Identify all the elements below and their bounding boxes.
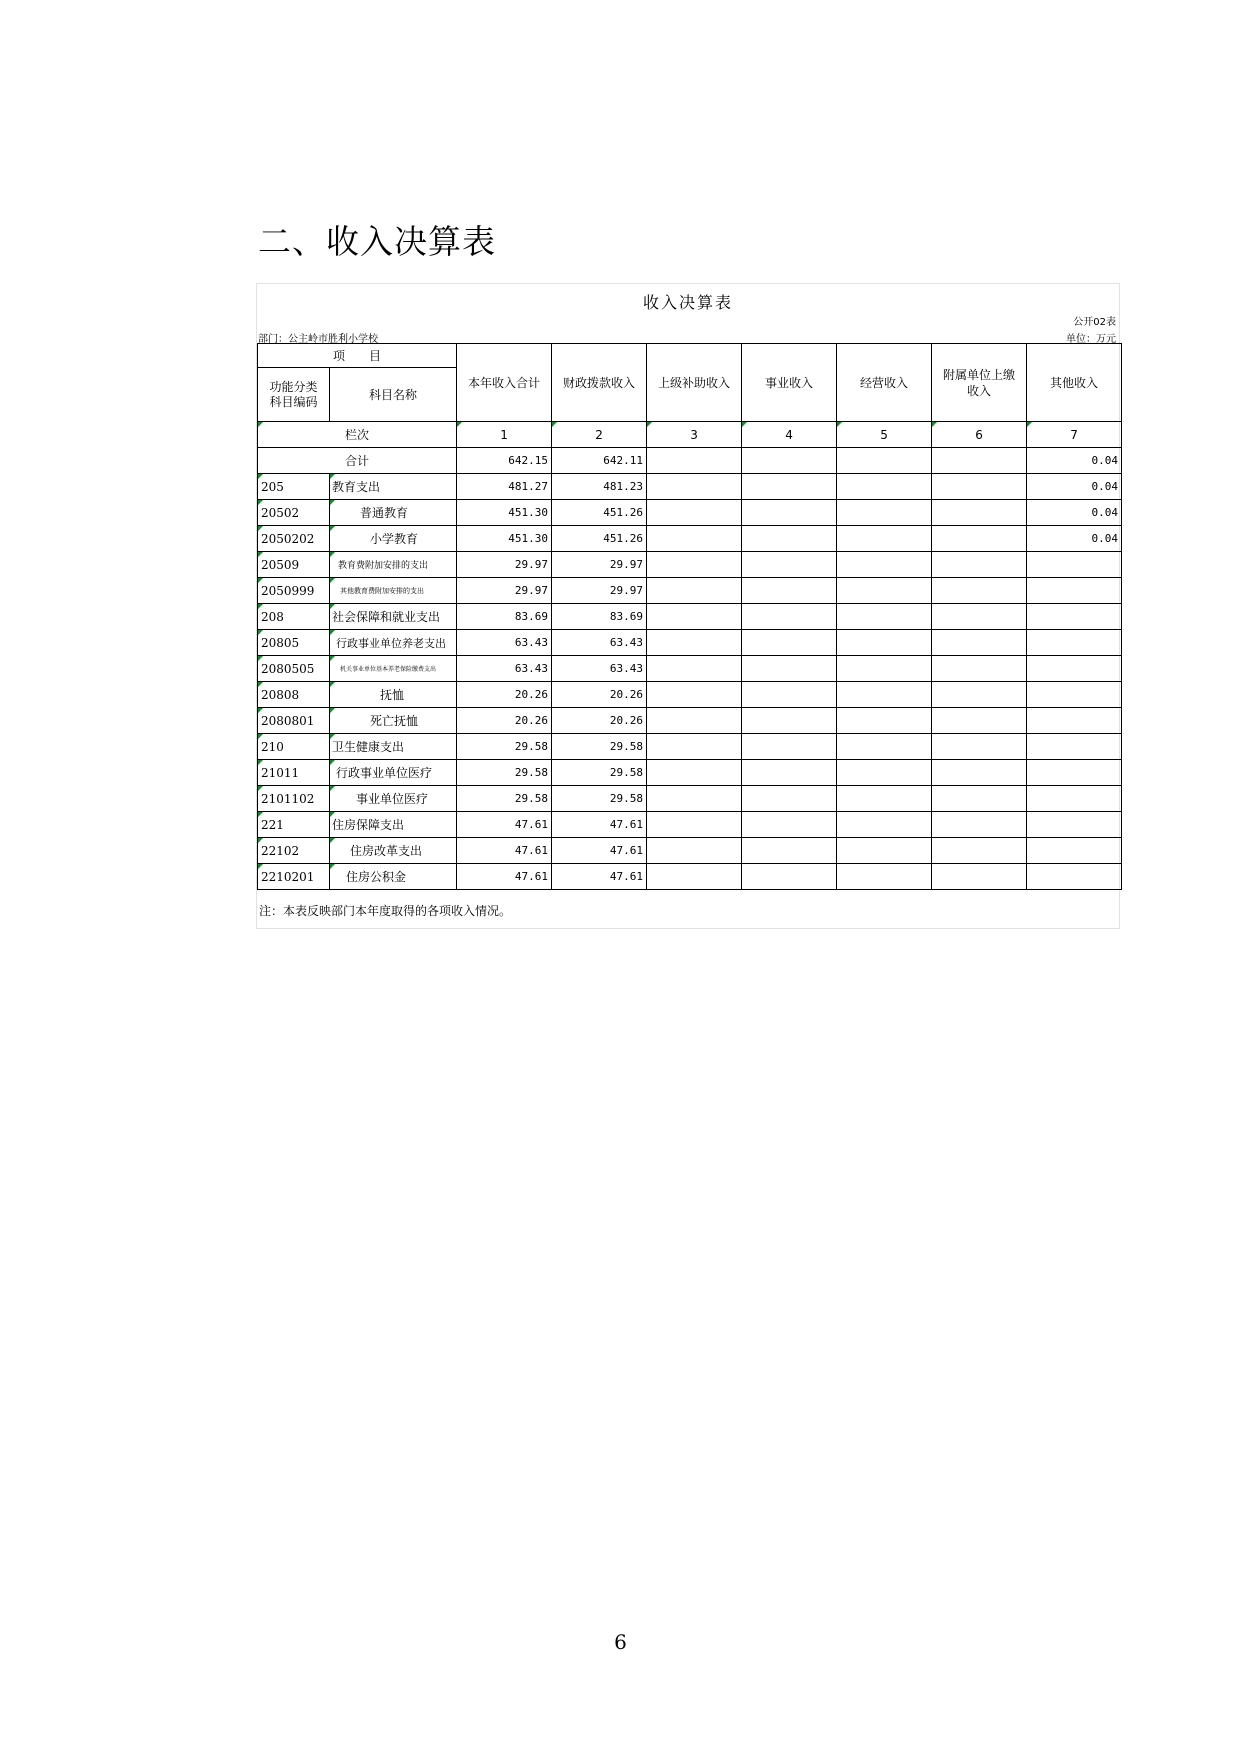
cell-value — [1027, 838, 1122, 864]
cell-value — [647, 474, 742, 500]
cell-value: 481.23 — [552, 474, 647, 500]
subject-code: 2210201 — [258, 864, 330, 890]
table-row — [258, 474, 1122, 500]
header-col-4: 事业收入 — [742, 344, 837, 422]
cell-value — [932, 734, 1027, 760]
table-row — [258, 734, 1122, 760]
index-number: 3 — [647, 422, 742, 448]
index-number: 4 — [742, 422, 837, 448]
cell-value: 20.26 — [457, 708, 552, 734]
total-value — [837, 448, 932, 474]
cell-value — [742, 708, 837, 734]
table-row — [258, 578, 1122, 604]
cell-value — [742, 474, 837, 500]
cell-value — [837, 578, 932, 604]
subject-name: 卫生健康支出 — [330, 734, 457, 760]
header-col-6: 附属单位上缴收入 — [932, 344, 1027, 422]
cell-value — [1027, 760, 1122, 786]
cell-value — [742, 578, 837, 604]
index-number: 7 — [1027, 422, 1122, 448]
table-note: 注：本表反映部门本年度取得的各项收入情况。 — [259, 904, 512, 918]
cell-value: 0.04 — [1027, 526, 1122, 552]
subject-code: 20502 — [258, 500, 330, 526]
cell-value: 0.04 — [1027, 474, 1122, 500]
cell-value — [837, 864, 932, 890]
cell-value — [932, 630, 1027, 656]
cell-value: 20.26 — [552, 682, 647, 708]
cell-value — [837, 630, 932, 656]
cell-value — [837, 838, 932, 864]
cell-value — [932, 604, 1027, 630]
cell-value — [742, 604, 837, 630]
header-col-3: 上级补助收入 — [647, 344, 742, 422]
subject-code: 20808 — [258, 682, 330, 708]
cell-value: 29.58 — [457, 760, 552, 786]
cell-value — [837, 734, 932, 760]
table-row — [258, 812, 1122, 838]
subject-name: 社会保障和就业支出 — [330, 604, 457, 630]
total-value: 642.11 — [552, 448, 647, 474]
cell-value — [1027, 604, 1122, 630]
cell-value: 63.43 — [457, 630, 552, 656]
subject-name: 事业单位医疗 — [330, 786, 457, 812]
subject-name: 小学教育 — [330, 526, 457, 552]
subject-name: 死亡抚恤 — [330, 708, 457, 734]
subject-name: 行政事业单位医疗 — [330, 760, 457, 786]
cell-value — [932, 526, 1027, 552]
cell-value — [742, 734, 837, 760]
cell-value — [1027, 708, 1122, 734]
section-heading: 二、收入决算表 — [258, 222, 496, 261]
cell-value — [647, 604, 742, 630]
page-number: 6 — [614, 1630, 627, 1654]
cell-value — [742, 838, 837, 864]
subject-code: 20805 — [258, 630, 330, 656]
cell-value: 29.58 — [552, 734, 647, 760]
table-row — [258, 864, 1122, 890]
cell-value: 29.97 — [552, 578, 647, 604]
cell-value — [1027, 656, 1122, 682]
cell-value — [837, 526, 932, 552]
table-row — [258, 604, 1122, 630]
cell-value — [932, 500, 1027, 526]
cell-value — [837, 812, 932, 838]
total-label: 合计 — [258, 448, 457, 474]
table-row — [258, 500, 1122, 526]
table-row — [258, 656, 1122, 682]
subject-name: 其他教育费附加安排的支出 — [330, 578, 457, 604]
total-value — [932, 448, 1027, 474]
subject-name: 住房改革支出 — [330, 838, 457, 864]
cell-value: 63.43 — [552, 630, 647, 656]
table-row — [258, 760, 1122, 786]
cell-value — [932, 474, 1027, 500]
cell-value — [742, 656, 837, 682]
header-name: 科目名称 — [330, 368, 457, 422]
cell-value — [932, 838, 1027, 864]
cell-value — [742, 630, 837, 656]
cell-value — [742, 500, 837, 526]
cell-value — [932, 656, 1027, 682]
cell-value: 47.61 — [552, 812, 647, 838]
cell-value — [647, 786, 742, 812]
cell-value — [837, 682, 932, 708]
index-number: 6 — [932, 422, 1027, 448]
subject-code: 221 — [258, 812, 330, 838]
subject-code: 2101102 — [258, 786, 330, 812]
cell-value — [742, 682, 837, 708]
cell-value: 451.30 — [457, 500, 552, 526]
cell-value — [1027, 864, 1122, 890]
subject-code: 22102 — [258, 838, 330, 864]
total-value: 642.15 — [457, 448, 552, 474]
cell-value — [932, 578, 1027, 604]
cell-value — [647, 734, 742, 760]
cell-value — [647, 500, 742, 526]
cell-value — [742, 812, 837, 838]
subject-code: 2050202 — [258, 526, 330, 552]
subject-name: 抚恤 — [330, 682, 457, 708]
cell-value — [1027, 734, 1122, 760]
cell-value: 63.43 — [457, 656, 552, 682]
index-number: 2 — [552, 422, 647, 448]
header-col-7: 其他收入 — [1027, 344, 1122, 422]
cell-value — [837, 552, 932, 578]
cell-value: 29.97 — [457, 552, 552, 578]
form-code: 公开02表 — [1073, 317, 1116, 328]
cell-value: 481.27 — [457, 474, 552, 500]
cell-value — [647, 682, 742, 708]
cell-value: 451.26 — [552, 526, 647, 552]
cell-value: 20.26 — [457, 682, 552, 708]
cell-value: 29.58 — [552, 760, 647, 786]
cell-value — [837, 474, 932, 500]
cell-value — [742, 526, 837, 552]
cell-value — [647, 552, 742, 578]
cell-value — [1027, 552, 1122, 578]
total-row — [258, 448, 1122, 474]
unit-label: 单位：万元 — [1066, 334, 1116, 345]
subject-code: 2050999 — [258, 578, 330, 604]
index-number: 5 — [837, 422, 932, 448]
subject-name: 普通教育 — [330, 500, 457, 526]
header-col-1: 本年收入合计 — [457, 344, 552, 422]
income-statement-sheet — [256, 283, 1120, 929]
cell-value: 451.30 — [457, 526, 552, 552]
cell-value: 63.43 — [552, 656, 647, 682]
cell-value: 83.69 — [552, 604, 647, 630]
cell-value — [742, 786, 837, 812]
cell-value — [647, 526, 742, 552]
cell-value: 0.04 — [1027, 500, 1122, 526]
cell-value — [837, 786, 932, 812]
subject-code: 2080505 — [258, 656, 330, 682]
cell-value: 20.26 — [552, 708, 647, 734]
cell-value — [837, 604, 932, 630]
cell-value — [932, 760, 1027, 786]
table-row — [258, 682, 1122, 708]
header-row-project — [258, 344, 1122, 368]
cell-value — [837, 760, 932, 786]
index-row — [258, 422, 1122, 448]
cell-value — [742, 760, 837, 786]
cell-value — [742, 864, 837, 890]
header-project: 项 目 — [258, 344, 457, 368]
cell-value: 47.61 — [552, 864, 647, 890]
table-row — [258, 526, 1122, 552]
cell-value: 29.58 — [457, 786, 552, 812]
income-table — [257, 343, 1122, 890]
cell-value — [932, 786, 1027, 812]
cell-value: 451.26 — [552, 500, 647, 526]
table-row — [258, 708, 1122, 734]
cell-value — [932, 552, 1027, 578]
cell-value — [1027, 682, 1122, 708]
cell-value — [742, 552, 837, 578]
subject-code: 2080801 — [258, 708, 330, 734]
total-value — [742, 448, 837, 474]
cell-value — [932, 864, 1027, 890]
total-value — [647, 448, 742, 474]
cell-value — [647, 838, 742, 864]
cell-value — [932, 708, 1027, 734]
cell-value — [837, 500, 932, 526]
subject-code: 21011 — [258, 760, 330, 786]
header-col-2: 财政拨款收入 — [552, 344, 647, 422]
subject-name: 住房保障支出 — [330, 812, 457, 838]
cell-value — [837, 656, 932, 682]
cell-value: 47.61 — [552, 838, 647, 864]
cell-value — [1027, 630, 1122, 656]
department-label: 部门：公主岭市胜利小学校 — [258, 334, 378, 345]
subject-code: 20509 — [258, 552, 330, 578]
subject-name: 教育费附加安排的支出 — [330, 552, 457, 578]
cell-value: 29.58 — [552, 786, 647, 812]
index-number: 1 — [457, 422, 552, 448]
subject-name: 住房公积金 — [330, 864, 457, 890]
sheet-title: 收入决算表 — [642, 293, 733, 312]
subject-name: 机关事业单位基本养老保险缴费支出 — [330, 656, 457, 682]
subject-code: 208 — [258, 604, 330, 630]
cell-value: 29.97 — [552, 552, 647, 578]
cell-value — [647, 708, 742, 734]
cell-value — [647, 760, 742, 786]
cell-value — [647, 656, 742, 682]
cell-value — [647, 864, 742, 890]
cell-value: 47.61 — [457, 838, 552, 864]
cell-value — [932, 812, 1027, 838]
cell-value: 47.61 — [457, 812, 552, 838]
total-value: 0.04 — [1027, 448, 1122, 474]
cell-value — [932, 682, 1027, 708]
subject-code: 205 — [258, 474, 330, 500]
subject-name: 教育支出 — [330, 474, 457, 500]
header-col-5: 经营收入 — [837, 344, 932, 422]
cell-value: 29.58 — [457, 734, 552, 760]
subject-code: 210 — [258, 734, 330, 760]
cell-value — [1027, 812, 1122, 838]
table-row — [258, 630, 1122, 656]
table-row — [258, 838, 1122, 864]
table-row — [258, 786, 1122, 812]
cell-value — [837, 708, 932, 734]
cell-value — [647, 812, 742, 838]
cell-value: 47.61 — [457, 864, 552, 890]
header-code: 功能分类 科目编码 — [258, 368, 330, 422]
cell-value — [647, 578, 742, 604]
cell-value — [1027, 786, 1122, 812]
cell-value: 29.97 — [457, 578, 552, 604]
index-label: 栏次 — [258, 422, 457, 448]
table-row — [258, 552, 1122, 578]
cell-value — [647, 630, 742, 656]
cell-value: 83.69 — [457, 604, 552, 630]
cell-value — [1027, 578, 1122, 604]
subject-name: 行政事业单位养老支出 — [330, 630, 457, 656]
